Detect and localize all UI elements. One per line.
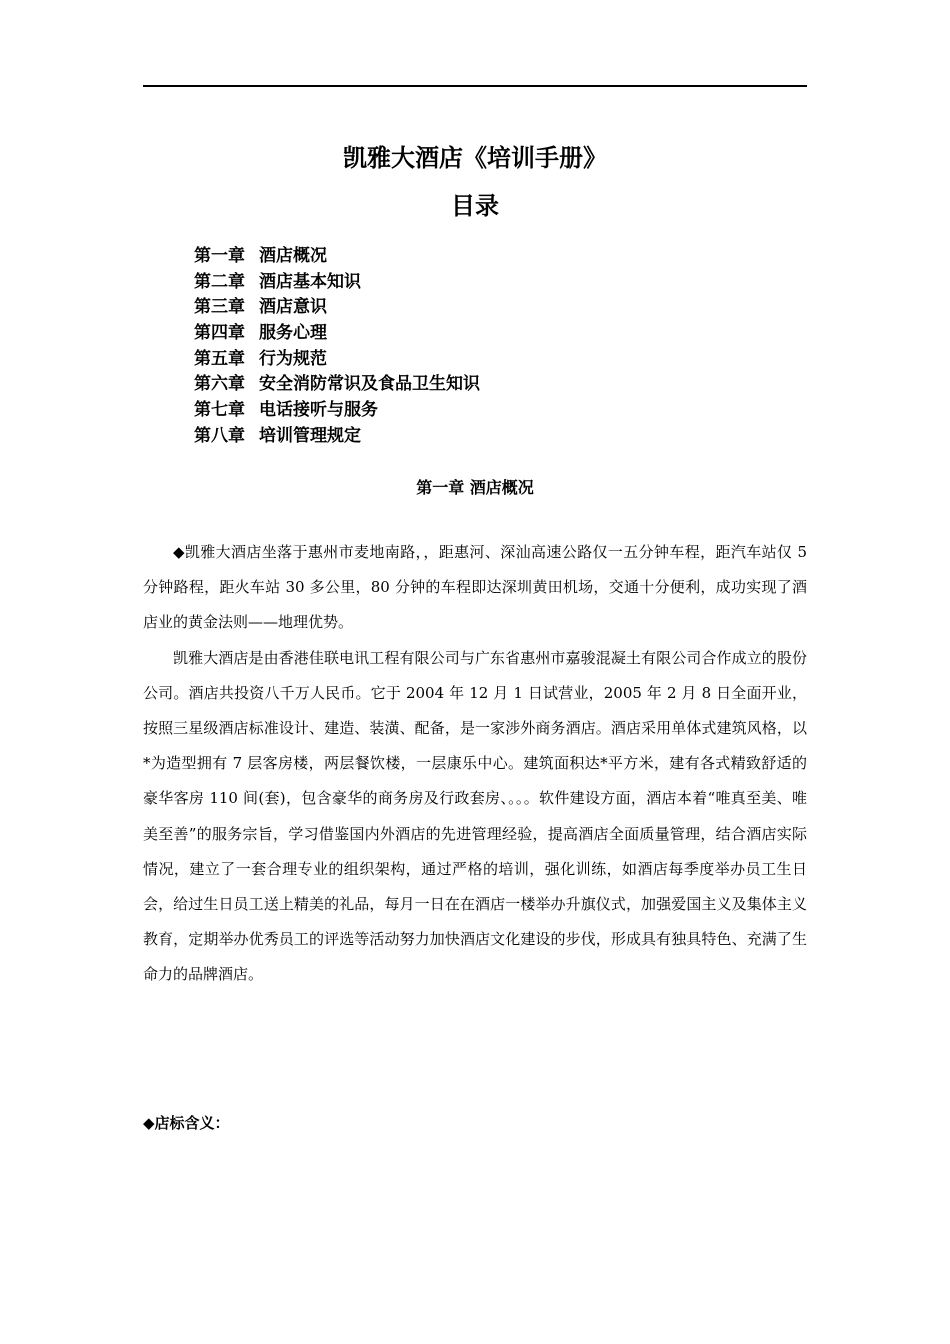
toc-chapter-number: 第一章 — [194, 246, 245, 266]
toc-chapter-number: 第三章 — [194, 297, 245, 318]
toc-chapter-title: 服务心理 — [259, 323, 327, 344]
toc-item — [194, 398, 480, 424]
toc-item — [194, 424, 480, 450]
toc-item — [194, 244, 480, 270]
toc-chapter-title: 酒店意识 — [259, 297, 327, 318]
toc-chapter-number: 第二章 — [194, 271, 245, 292]
toc-chapter-title: 酒店概况 — [259, 246, 327, 266]
toc-chapter-title: 电话接听与服务 — [259, 400, 378, 421]
toc-item — [194, 270, 480, 296]
toc-chapter-title: 酒店基本知识 — [259, 271, 361, 292]
toc-chapter-title: 培训管理规定 — [259, 425, 361, 446]
document-title: 凯雅大酒店《培训手册》 — [343, 144, 607, 172]
toc-item — [194, 321, 480, 347]
toc-chapter-number: 第四章 — [194, 323, 245, 344]
chapter-heading: 第一章 酒店概况 — [416, 478, 534, 497]
toc-chapter-title: 行为规范 — [259, 348, 327, 369]
chapter-body — [143, 535, 807, 993]
toc-item — [194, 295, 480, 321]
toc-chapter-number: 第六章 — [194, 374, 245, 395]
toc-item — [194, 372, 480, 398]
toc-item — [194, 347, 480, 373]
toc-chapter-number: 第五章 — [194, 348, 245, 369]
body-paragraph: ◆凯雅大酒店坐落于惠州市麦地南路，，距惠河、深汕高速公路仅一五分钟车程，距汽车站仅 5 分钟路程，距火车站 30 多公里，80 分钟的车程即达深圳黄田机场，交通十分便利，成功实现了酒店业的黄金法则——地理优势。 — [143, 543, 807, 632]
table-of-contents — [194, 244, 480, 450]
body-paragraph: 凯雅大酒店是由香港佳联电讯工程有限公司与广东省惠州市嘉骏混凝土有限公司合作成立的股份公司。酒店共投资八千万人民币。它于 2004 年 12 月 1 日试营业，2005 年 2 月 8 日全面开业，按照三星级酒店标准设计、建造、装潢、配备，是一家涉外商务酒店。酒店采用单体式建筑风格，以*为造型拥有 7 层客房楼，两层餐饮楼，一层康乐中心。建筑面积达*平方米，建有各式精致舒适的豪华客房 110 间(套)，包含豪华的商务房及行政套房、。。。软件建设方面，酒店本着“唯真至美、唯美至善”的服务宗旨，学习借鉴国内外酒店的先进管理经验，提高酒店全面质量管理，结合酒店实际情况，建立了一套合理专业的组织架构，通过严格的培训，强化训练，如酒店每季度举办员工生日会，给过生日员工送上精美的礼品，每月一日在在酒店一楼举办升旗仪式，加强爱国主义及集体主义教育，定期举办优秀员工的评选等活动努力加快酒店文化建设的步伐，形成具有独具特色、充满了生命力的品牌酒店。 — [143, 648, 807, 984]
toc-chapter-title: 安全消防常识及食品卫生知识 — [259, 374, 480, 395]
toc-heading: 目录 — [451, 192, 499, 220]
section-label-logo-meaning: ◆店标含义： — [143, 1114, 230, 1132]
toc-chapter-number: 第七章 — [194, 400, 245, 421]
header-rule — [143, 85, 807, 87]
toc-chapter-number: 第八章 — [194, 425, 245, 446]
